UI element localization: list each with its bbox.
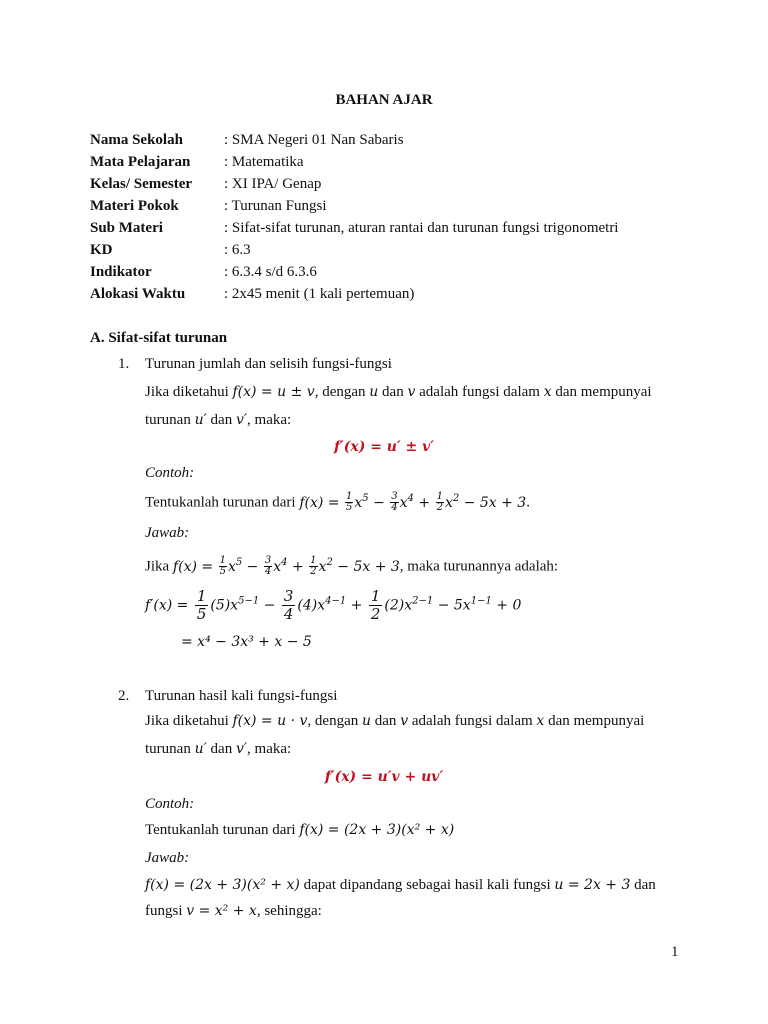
info-label: Mata Pelajaran — [90, 154, 191, 170]
info-value: : 6.3 — [224, 242, 251, 258]
text: dapat dipandang sebagai hasil kali fungsi — [299, 877, 555, 893]
info-value: : XI IPA/ Genap — [224, 176, 322, 192]
text: , dengan — [307, 713, 362, 729]
info-label: Nama Sekolah — [90, 132, 183, 148]
info-label: Kelas/ Semester — [90, 176, 193, 192]
math: v — [407, 384, 416, 400]
math-expression: f(x) = $\frac{1}{5}$ $x^5$ − $\frac{3}{4}$ $x^4$ + $\frac{1}{2}$ $x^2 - 5x + 3$ — [172, 555, 400, 577]
text: dan — [371, 713, 401, 729]
info-value: : 2x45 menit (1 kali pertemuan) — [224, 286, 415, 302]
definition-line — [145, 741, 291, 758]
text: dan — [206, 741, 236, 757]
text: Tentukanlah turunan dari — [145, 822, 300, 838]
text: turunan — [145, 741, 195, 757]
math: u — [361, 713, 372, 729]
text: , dengan — [314, 384, 370, 400]
answer-label: Jawab: — [145, 525, 190, 541]
document-title: BAHAN AJAR — [335, 92, 433, 108]
math: v′ — [235, 412, 248, 428]
math: u′ — [194, 412, 207, 428]
definition-line — [145, 384, 652, 401]
item-heading: Turunan hasil kali fungsi-fungsi — [145, 688, 338, 704]
text: dan — [206, 412, 236, 428]
math: f(x) = u · v — [232, 713, 308, 729]
section-heading: A. Sifat-sifat turunan — [90, 330, 228, 346]
math-expression: f(x) = $\frac{1}{5}$ $x^5$ − $\frac{3}{4}$ $x^4$ + $\frac{1}{2}$ $x^2 - 5x + 3$ — [299, 491, 527, 513]
item-heading: Turunan jumlah dan selisih fungsi-fungsi — [145, 356, 392, 372]
info-label: KD — [90, 242, 113, 258]
text: dan — [630, 877, 656, 893]
info-label: Indikator — [90, 264, 152, 280]
math: u′ — [194, 741, 207, 757]
text: turunan — [145, 412, 195, 428]
math: v = x² + x — [186, 903, 257, 919]
info-value: : SMA Negeri 01 Nan Sabaris — [224, 132, 404, 148]
math: x — [536, 713, 545, 729]
info-value: : Turunan Fungsi — [224, 198, 327, 214]
text: dan — [378, 384, 408, 400]
text: , sehingga: — [256, 903, 322, 919]
text: Jika — [145, 558, 173, 575]
math: v′ — [235, 741, 248, 757]
formula: f′(x) = u′v + uv′ — [324, 769, 444, 785]
info-value: : Sifat-sifat turunan, aturan rantai dan turunan fungsi trigonometri — [224, 220, 619, 236]
info-label: Alokasi Waktu — [90, 286, 186, 302]
math: x — [543, 384, 552, 400]
definition-line — [145, 412, 291, 429]
text: Tentukanlah turunan dari — [145, 494, 300, 511]
text: , maka turunannya adalah: — [399, 558, 559, 575]
list-number: 1. — [118, 356, 130, 372]
text: , maka: — [247, 412, 292, 428]
info-label: Materi Pokok — [90, 198, 179, 214]
page-number: 1 — [671, 944, 679, 960]
text: , maka: — [247, 741, 292, 757]
text: fungsi — [145, 903, 187, 919]
text: adalah fungsi dalam — [408, 713, 537, 729]
formula: f′(x) = u′ ± v′ — [334, 439, 434, 455]
text: adalah fungsi dalam — [415, 384, 544, 400]
text: dan mempunyai — [551, 384, 652, 400]
math: u = 2x + 3 — [554, 877, 631, 893]
math: v — [400, 713, 409, 729]
math: u — [369, 384, 379, 400]
text: Jika diketahui — [145, 384, 233, 400]
answer-line — [145, 877, 656, 894]
example-label: Contoh: — [145, 796, 195, 812]
info-value: : 6.3.4 s/d 6.3.6 — [224, 264, 317, 280]
answer-label: Jawab: — [145, 850, 190, 866]
example-task: Tentukanlah turunan dari f(x) = $\frac{1}{5}$ $x^5$ − $\frac{3}{4}$ $x^4$ + $\frac{1}{2}$ $x^2 - 5x + 3$. — [145, 491, 530, 513]
text: dan mempunyai — [544, 713, 645, 729]
info-label: Sub Materi — [90, 220, 163, 236]
example-label: Contoh: — [145, 465, 195, 481]
info-value: : Matematika — [224, 154, 304, 170]
answer-line — [145, 903, 322, 920]
list-number: 2. — [118, 688, 130, 704]
math: f(x) = u ± v — [232, 384, 315, 400]
math: f(x) = (2x + 3)(x² + x) — [145, 877, 300, 893]
text: Jika diketahui — [145, 713, 233, 729]
answer-line — [145, 556, 558, 577]
definition-line — [145, 713, 644, 730]
math: f(x) = (2x + 3)(x² + x) — [299, 822, 455, 838]
derivative-result: = x⁴ − 3x³ + x − 5 — [181, 634, 312, 650]
example-task — [145, 822, 454, 839]
derivative-expression: f′(x) = $\frac{1}{5}$ $(5)x^{5-1}$ − $\frac{3}{4}$ $(4)x^{4-1}$ + $\frac{1}{2}$ $(2)x^{2-1} - 5x^{1-1} + 0$ — [145, 587, 522, 623]
